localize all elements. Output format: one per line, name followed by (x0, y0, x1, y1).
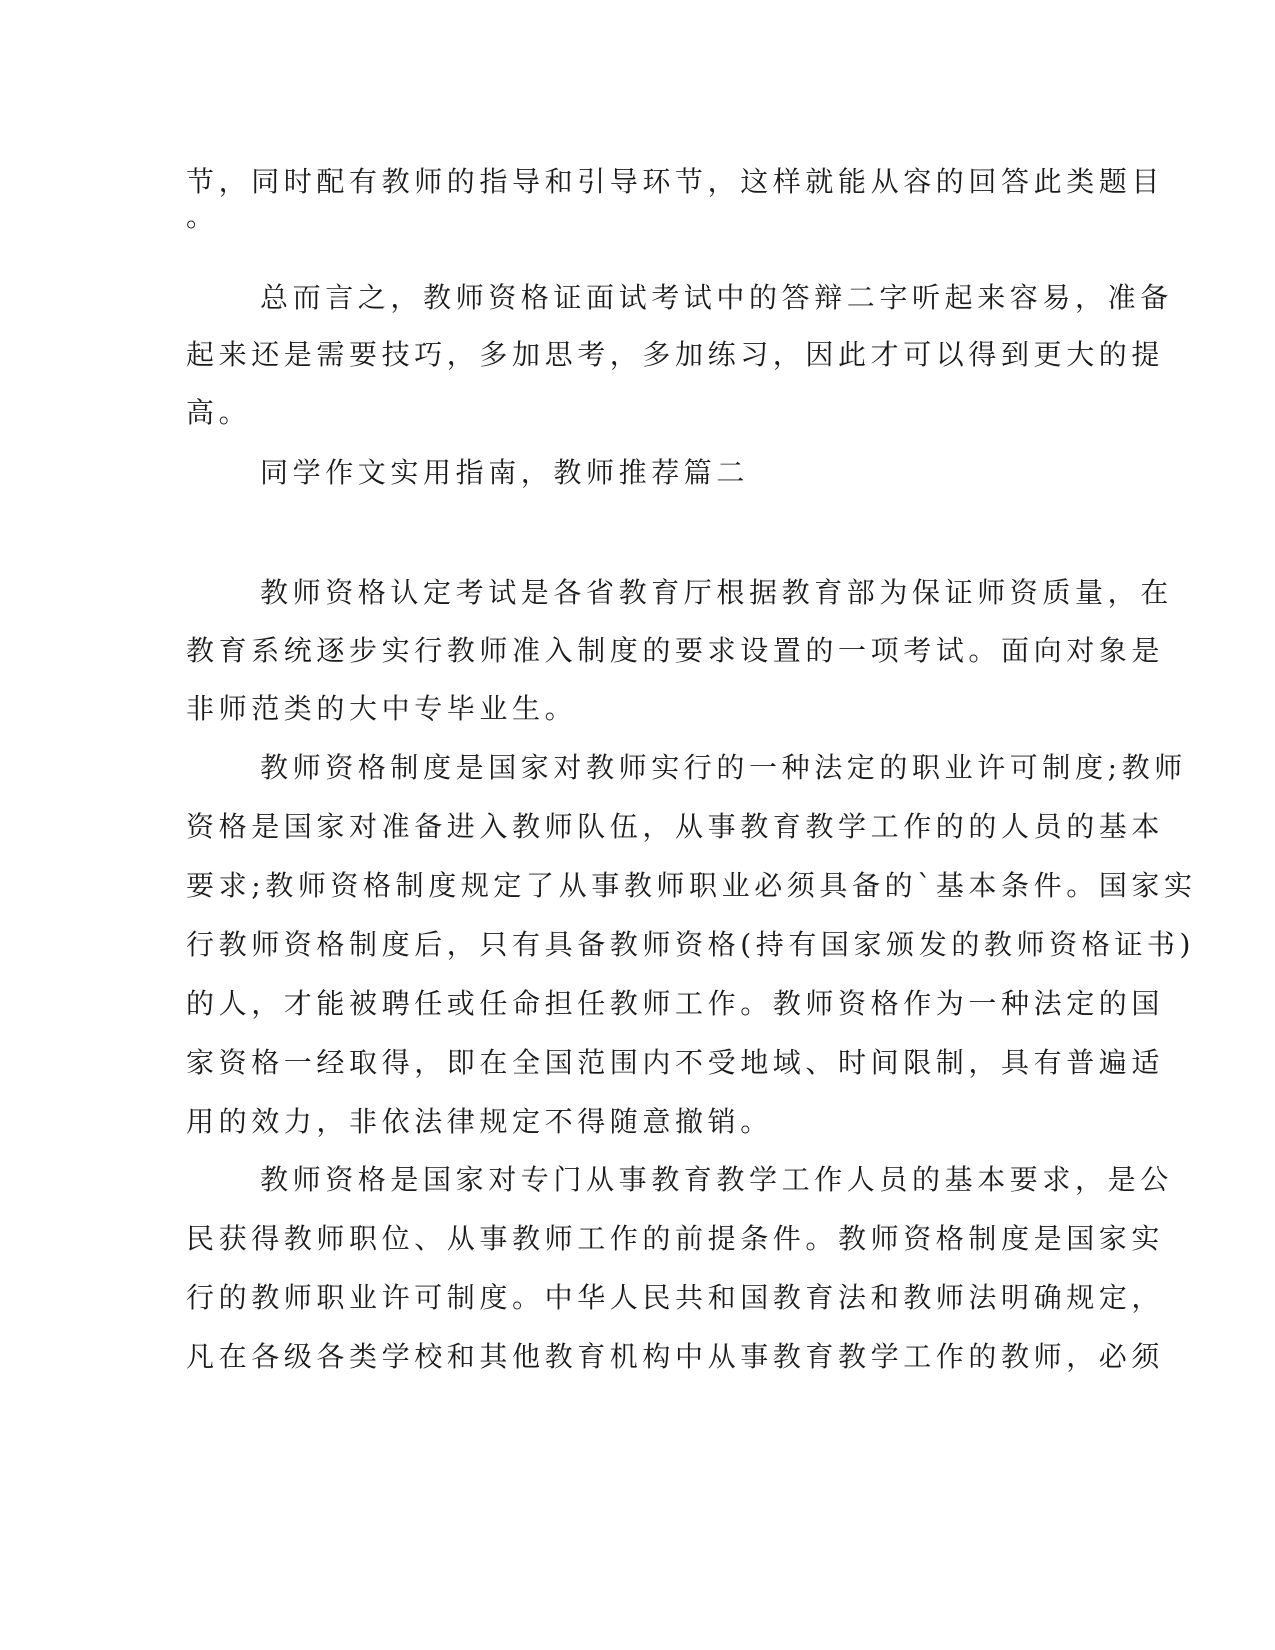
text-line: 的人，才能被聘任或任命担任教师工作。教师资格作为一种法定的国 (186, 987, 1165, 1020)
text-line: 行的教师职业许可制度。中华人民共和国教育法和教师法明确规定， (186, 1281, 1165, 1314)
text-line: 教育系统逐步实行教师准入制度的要求设置的一项考试。面向对象是 (186, 634, 1165, 667)
paragraph-first-line: 教师资格认定考试是各省教育厅根据教育部为保证师资质量，在 (260, 576, 1173, 609)
text-line: 民获得教师职位、从事教师工作的前提条件。教师资格制度是国家实 (186, 1222, 1165, 1255)
text-line: 凡在各级各类学校和其他教育机构中从事教育教学工作的教师，必须 (186, 1340, 1165, 1373)
text-line: 资格是国家对准备进入教师队伍，从事教育教学工作的的人员的基本 (186, 810, 1165, 843)
text-line: 行教师资格制度后，只有具备教师资格(持有国家颁发的教师资格证书) (186, 928, 1196, 961)
text-line: 家资格一经取得，即在全国范围内不受地域、时间限制，具有普遍适 (186, 1046, 1165, 1079)
paragraph-first-line: 教师资格制度是国家对教师实行的一种法定的职业许可制度;教师 (260, 751, 1187, 784)
text-line: 节，同时配有教师的指导和引导环节，这样就能从容的回答此类题目 (186, 165, 1165, 198)
paragraph-first-line: 总而言之，教师资格证面试考试中的答辩二字听起来容易，准备 (260, 281, 1173, 314)
text-line: 高。 (186, 396, 252, 429)
text-line: 用的效力，非依法律规定不得随意撤销。 (186, 1105, 773, 1138)
text-line: 要求;教师资格制度规定了从事教师职业必须具备的`基本条件。国家实 (186, 869, 1197, 902)
text-line: 起来还是需要技巧，多加思考，多加练习，因此才可以得到更大的提 (186, 338, 1165, 371)
section-heading: 同学作文实用指南，教师推荐篇二 (260, 456, 750, 489)
text-line: 非师范类的大中专毕业生。 (186, 692, 578, 725)
text-line: 。 (186, 200, 219, 233)
paragraph-first-line: 教师资格是国家对专门从事教育教学工作人员的基本要求，是公 (260, 1163, 1173, 1196)
